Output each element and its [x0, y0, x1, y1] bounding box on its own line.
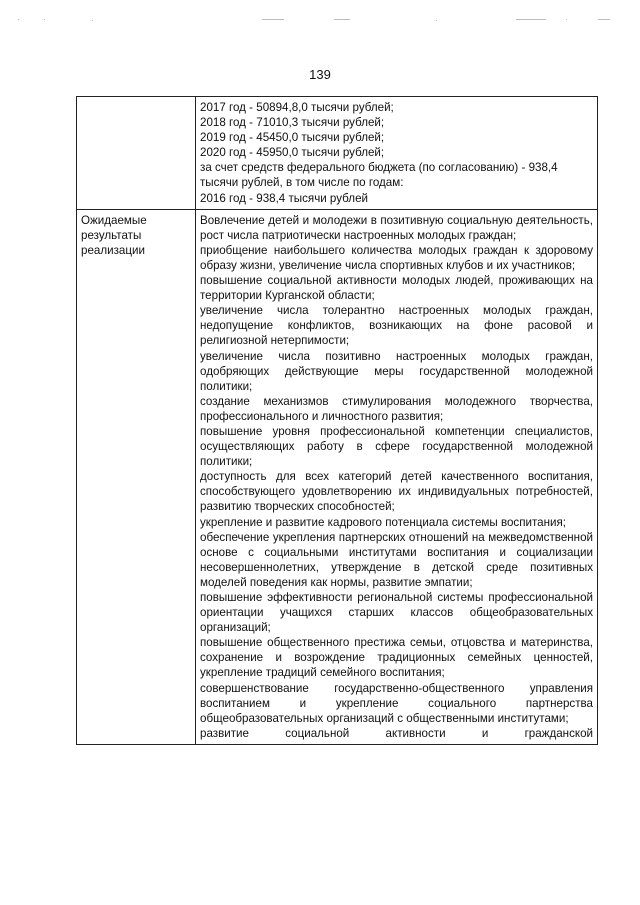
result-item: приобщение наибольшего количества молодых граждан к здоровому образу жизни, увеличение числа спортивных клубов и их участников;: [200, 243, 593, 272]
result-item: увеличение числа толерантно настроенных молодых граждан, недопущение конфликтов, возникающих на фоне расовой и религиозной нетерпимости;: [200, 304, 593, 348]
funding-content-cell: [196, 97, 598, 210]
table-row-funding: [77, 97, 598, 210]
result-item: повышение социальной активности молодых людей, проживающих на территории Курганской области;: [200, 274, 593, 303]
result-item: повышение уровня профессиональной компетенции специалистов, осуществляющих работу в сфере государственной молодежной политики;: [200, 424, 593, 469]
result-item: Вовлечение детей и молодежи в позитивную социальную деятельность, рост числа патриотически настроенных молодых граждан;: [200, 213, 593, 242]
result-item: увеличение числа позитивно настроенных молодых граждан, одобряющих действующие меры государственной молодежной политики;: [200, 349, 593, 393]
scan-artifact-top: [0, 10, 640, 16]
funding-label-cell: [77, 97, 196, 210]
funding-line: за счет средств федерального бюджета (по согласованию) - 938,4 тысячи рублей, в том числе по годам:: [200, 161, 558, 190]
result-item: доступность для всех категорий детей качественного воспитания, способствующего удовлетворению их индивидуальных потребностей, развитию творческих способностей;: [200, 470, 593, 514]
funding-line: 2016 год - 938,4 тысячи рублей: [200, 191, 368, 205]
scan-dots-svg: [0, 17, 640, 23]
results-content-cell: [196, 209, 598, 744]
result-item: укрепление и развитие кадрового потенциала системы воспитания;: [200, 515, 566, 529]
funding-line: 2018 год - 71010,3 тысячи рублей;: [200, 116, 385, 130]
passport-table: [76, 96, 598, 745]
result-item: повышение общественного престижа семьи, отцовства и материнства, сохранение и возрождение традиционных семейных ценностей, укрепление традиций семейного воспитания;: [200, 636, 593, 680]
result-item: создание механизмов стимулирования молодежного творчества, профессионального и личностного развития;: [200, 394, 593, 423]
result-item: совершенствование государственно-общественного управления воспитанием и укрепление социального партнерства общеобразовательных организаций с общественными институтами;: [200, 681, 593, 725]
funding-line: 2019 год - 45450,0 тысячи рублей;: [200, 131, 385, 145]
funding-line: 2017 год - 50894,8,0 тысячи рублей;: [200, 101, 394, 114]
result-item: обеспечение укрепления партнерских отношений на межведомственной основе с социальными институтами воспитания и социализации несовершеннолетних, утверждение в детской среде позитивных моделей поведения как нормы, развитие эмпатии;: [200, 530, 593, 589]
results-label: Ожидаемые результаты реализации: [77, 209, 196, 744]
funding-line: 2020 год - 45950,0 тысячи рублей;: [200, 146, 385, 160]
page-number: 139: [309, 67, 331, 82]
result-item: развитие социальной активности и гражданской: [200, 726, 593, 740]
table-row-results: [77, 209, 598, 744]
result-item: повышение эффективности региональной системы профессиональной ориентации учащихся старших классов общеобразовательных организаций;: [200, 591, 593, 635]
